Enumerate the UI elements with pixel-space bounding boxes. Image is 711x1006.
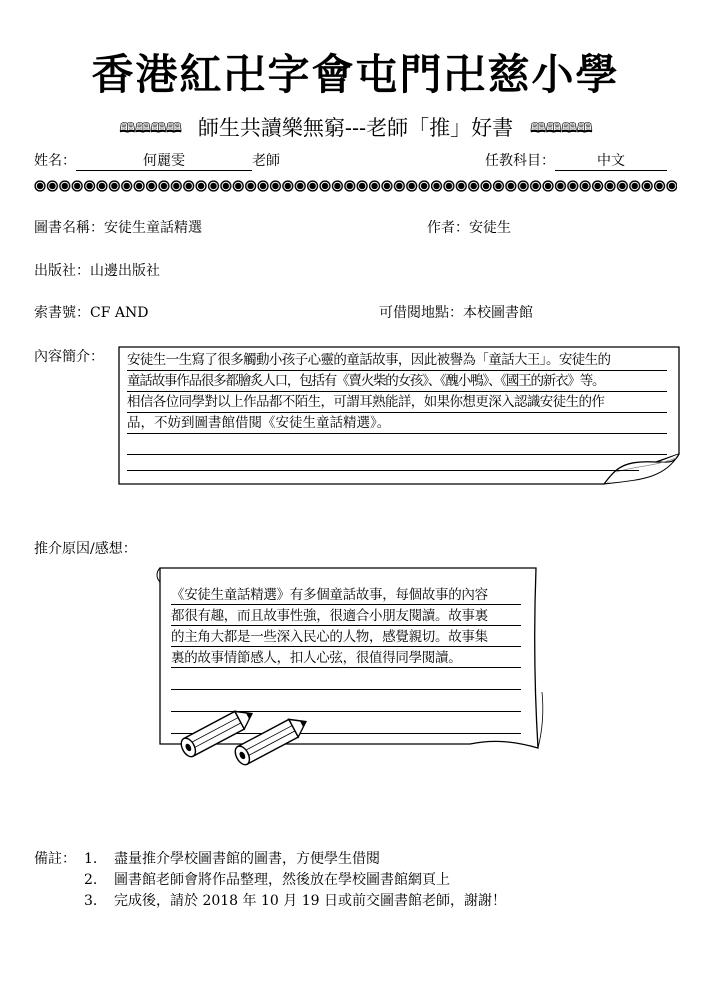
book-icons-right: 🕮🕮🕮🕮 xyxy=(529,120,592,137)
name-value: 何麗雯 xyxy=(76,150,252,171)
reason-line: 裏的故事情節感人，扣人心弦，很值得同學閱讀。 xyxy=(171,650,462,666)
school-name: 香港紅卍字會屯門卍慈小學 xyxy=(91,50,620,99)
reason-line: 《安徒生童話精選》有多個童話故事，每個故事的內容 xyxy=(171,587,488,603)
remarks-label: 備註： xyxy=(34,851,76,867)
call-number-label: 索書號： xyxy=(34,305,90,321)
remark-text: 圖書館老師會將作品整理，然後放在學校圖書館網頁上 xyxy=(114,872,450,888)
subtitle-row xyxy=(0,112,711,142)
book-icons-left: 🕮🕮🕮🕮 xyxy=(119,120,182,137)
author-label: 作者： xyxy=(427,220,469,236)
summary-line: 品，不妨到圖書館借閱《安徒生童話精選》。 xyxy=(127,415,391,431)
remark-number: 2. xyxy=(84,872,98,888)
remark-item xyxy=(34,891,674,912)
remark-text: 完成後，請於 2018 年 10 月 19 日或前交圖書館老師，謝謝！ xyxy=(114,893,506,909)
decorative-border xyxy=(34,180,677,192)
remarks-section xyxy=(34,849,674,912)
remark-number: 1. xyxy=(84,851,98,867)
subject-row xyxy=(485,150,667,171)
summary-label: 內容簡介： xyxy=(34,349,104,365)
summary-line: 安徒生一生寫了很多觸動小孩子心靈的童話故事，因此被譽為「童話大王」。安徒生的 xyxy=(127,352,611,368)
book-title-row xyxy=(34,217,202,237)
reason-line: 都很有趣，而且故事性強，很適合小朋友閱讀。故事裏 xyxy=(171,608,488,624)
teacher-name-row xyxy=(34,150,280,171)
summary-body xyxy=(127,350,667,434)
location-value: 本校圖書館 xyxy=(463,305,533,321)
book-title-label: 圖書名稱： xyxy=(34,220,104,236)
remark-item xyxy=(34,870,674,891)
publisher-value: 山邊出版社 xyxy=(90,263,160,279)
publisher-label: 出版社： xyxy=(34,263,90,279)
location-row xyxy=(379,302,533,322)
author-value: 安徒生 xyxy=(469,220,511,236)
summary-line: 童話故事作品很多都膾炙人口，包括有《賣火柴的女孩》、《醜小鴨》、《國王的新衣》等。 xyxy=(127,373,605,389)
book-title-value: 安徒生童話精選 xyxy=(104,220,202,236)
summary-line: 相信各位同學對以上作品都不陌生，可謂耳熟能詳，如果你想更深入認識安徒生的作 xyxy=(127,394,605,410)
author-row xyxy=(427,217,511,237)
reason-label: 推介原因/感想： xyxy=(34,541,137,557)
publisher-row xyxy=(34,260,160,280)
call-number-value: CF AND xyxy=(90,305,149,321)
subtitle: 師生共讀樂無窮---老師「推」好書 xyxy=(197,116,514,140)
subject-label: 任教科目： xyxy=(485,153,555,169)
pencils-illustration xyxy=(168,696,318,776)
remark-text: 盡量推介學校圖書館的圖書，方便學生借閱 xyxy=(114,851,380,867)
call-number-row xyxy=(34,302,148,322)
remark-number: 3. xyxy=(84,893,98,909)
remark-item xyxy=(34,849,674,870)
name-label: 姓名： xyxy=(34,153,76,169)
reason-body xyxy=(171,585,521,669)
reason-line: 的主角大都是一些深入民心的人物，感覺親切。故事集 xyxy=(171,629,488,645)
subject-value: 中文 xyxy=(555,150,667,171)
name-suffix: 老師 xyxy=(252,153,280,169)
location-label: 可借閱地點： xyxy=(379,305,463,321)
